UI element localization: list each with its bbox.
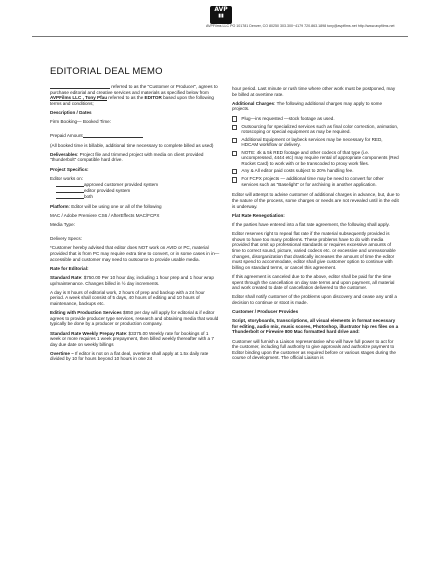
advise-paragraph: Editor will attempt to advise customer of additional charges in advance, but, due to the nature of the process, some charges or needs are not revealed until in the edit is underway. bbox=[232, 192, 400, 209]
customer-name-blank[interactable] bbox=[50, 84, 110, 89]
charge-item: Any & All editor paid costs subject to 20% handling fee. bbox=[232, 168, 400, 174]
delivery-specs-field: Delivery Specs: bbox=[50, 236, 82, 242]
intro-paragraph: referred to as the "Customer or Producer", agrees to purchase editorial and creative services and materials as specified below from AVPFilms LLC , Tony Pfau referred to as the EDITOR based upon the following terms and conditions; bbox=[50, 84, 218, 106]
page-title: EDITORIAL DEAL MEMO bbox=[50, 66, 163, 77]
checkbox-icon[interactable] bbox=[232, 177, 237, 182]
customer-provides-heading: Customer / Producer Provides bbox=[232, 309, 299, 315]
flat-rate-intro: If the parties have entered into a flat rate agreement, the following shall apply. bbox=[232, 222, 390, 228]
deliverables: Deliverables: Project file and trimmed project with media on client provided "thunderbolt" compatible hard drive. bbox=[50, 151, 204, 163]
repeal-paragraph: Editor reserves right to repeal flat rate if the material subsequently provided is shown to have too many problems. These problems have to do with media provided that omit up professional standards or requires excessive amounts of time to correct sound, picture, varied codecs etc. or excessive and unreasonable changes, disorganization that drastically increases the amount of time the editor must spend to accommodate, editor shall give customer option to continue with billing on standard terms, or cancel this agreement. bbox=[232, 231, 396, 270]
charge-item: Plug—ins requested —stock footage as used. bbox=[232, 116, 400, 122]
description-heading: Description / Dates bbox=[50, 109, 92, 115]
system-option-approved: approved customer provided system bbox=[50, 182, 220, 188]
left-column bbox=[50, 84, 220, 366]
system-option-editor: editor provided system bbox=[50, 188, 220, 194]
right-column bbox=[232, 86, 400, 365]
system-option-both: both bbox=[50, 194, 220, 200]
company-logo bbox=[210, 6, 232, 24]
editor-term: EDITOR bbox=[144, 95, 162, 101]
charge-item: For FCPX projects — additional time may be need to convert for other services such as "Baselight" or for archiving in another application. bbox=[232, 176, 400, 187]
overtime-rate: Overtime – If editor is not on a flat deal, overtime shall apply at 1.5x daily rate divided by 10 for hours beyond 10 hours in one 24 bbox=[50, 350, 209, 362]
day-definition: A day is 8 hours of editorial work, 2 hours of prep and backup with a 24 hour period. A week shall consist of 5 days, 40 hours of editing and 10 hours of maintenance, backups etc. bbox=[50, 289, 205, 306]
overtime-continued: hour period. Last minute or rush time where other work must be postponed, may be billed at overtime rate. bbox=[232, 86, 396, 97]
flat-rate-heading: Flat Rate Renegotiation: bbox=[232, 212, 285, 218]
specifics-heading: Project Specifics: bbox=[50, 166, 89, 172]
checkbox-icon[interactable] bbox=[232, 138, 237, 143]
cancellation-paragraph: If this agreement is canceled due to the above, editor shall be paid for the time spent through the cancellation on day rate terms and upon payment, all material and work created to date of cancellation delivered to the customer. bbox=[232, 273, 395, 291]
weekly-prepay-rate: Standard Rate Weekly Prepay Rate: $3375.00 Weekly rate for bookings of 1 week or more requires 1 week prepayment, then billed weekly thereafter with a 7 day due date on weekly billings bbox=[50, 330, 214, 347]
notify-paragraph: Editor shall notify customer of the problems upon discovery and cease any until a decision to continue or stoot is made. bbox=[232, 294, 397, 305]
platform-list: MAC / Adobe Premiere CS6 / AfterEffects MAC/FCPX bbox=[50, 212, 160, 218]
works-on-label: Editor works on: bbox=[50, 175, 83, 181]
firm-booking-field: Firm Booking— Booked Time: bbox=[50, 119, 112, 125]
rate-heading: Rate for Editorial: bbox=[50, 265, 89, 271]
media-type-field: Media Type: bbox=[50, 222, 75, 228]
charge-item: NOTE: 4k & 5k RED footage and other codecs of that type (i.e. uncompressed, 4444 etc) may require rental of appropriate components (Red Rocket Card) to work with or be transcoded to proxy work files. bbox=[232, 150, 400, 167]
platform: Platform: Editor will be using one or all of the following bbox=[50, 203, 162, 209]
customer-provides-list: Script, storyboards, transcriptions, all visual elements in format necessary for editing, audio mix, music scores, Photoshop, illustrator hip res files on a Thunderbolt or Firewire 800 Mac formatted hard drive and: bbox=[232, 318, 399, 335]
liaison-paragraph: Customer will furnish a Liaison representative who will have full power to act for the customer, including full authority to give approvals and authorize payment to Editor binding upon the customer as required before or various stages during the course of development. The official Liaison is bbox=[232, 338, 396, 361]
logo-film-icon: ▮▮ bbox=[218, 13, 224, 19]
checkbox-icon[interactable] bbox=[232, 125, 237, 130]
production-services-rate: Editing with Production Services $850 per day will apply for editorial & if editor agrees to provide producer type services, research and obtaining media that would typically be done by a producer or production company. bbox=[50, 310, 219, 327]
company-address: AVPFilms LLC PO 101781 Denver, CO 80250 303.300~4179 720.863.1898 tony@avpfilms.net http://www.avpfilms.net bbox=[206, 24, 395, 28]
customer-advisory-note: *Customer hereby advised that editor does NOT work on AVID or PC, material provided that is from PC may require extra time to convert, or in some cases in in—accessible and customer may need to outsource to provide usable media. bbox=[50, 245, 220, 262]
prepaid-field: Prepaid Amount bbox=[50, 133, 220, 139]
additional-charges: Additional Charges: The following additional charges may apply to some projects. bbox=[232, 100, 383, 112]
charge-item: Additional Equipment or laybeck services may be necessary for RED, HDCAM workflow or delivery. bbox=[232, 137, 400, 148]
header-divider bbox=[32, 36, 408, 37]
checkbox-icon[interactable] bbox=[232, 169, 237, 174]
charge-item: Outsourcing for specialized services such as final color correction, animation, rotoscoping or special equipment as may be required. bbox=[232, 124, 400, 135]
logo-mark: AVP bbox=[214, 6, 228, 13]
prepaid-amount-blank[interactable] bbox=[83, 133, 143, 138]
company-name: AVPFilms LLC , Tony Pfau bbox=[50, 95, 107, 101]
standard-rate: Standard Rate: $750.00 Per 10 hour day, including 1 hour prep and 1 hour wrap up/maintenance. Changes billed in ½ day increments. bbox=[50, 274, 214, 286]
checkbox-icon[interactable] bbox=[232, 151, 237, 156]
billing-note: (All booked time is billable, additional time necessary to complete billed as used) bbox=[50, 142, 214, 148]
checkbox-icon[interactable] bbox=[232, 116, 237, 121]
